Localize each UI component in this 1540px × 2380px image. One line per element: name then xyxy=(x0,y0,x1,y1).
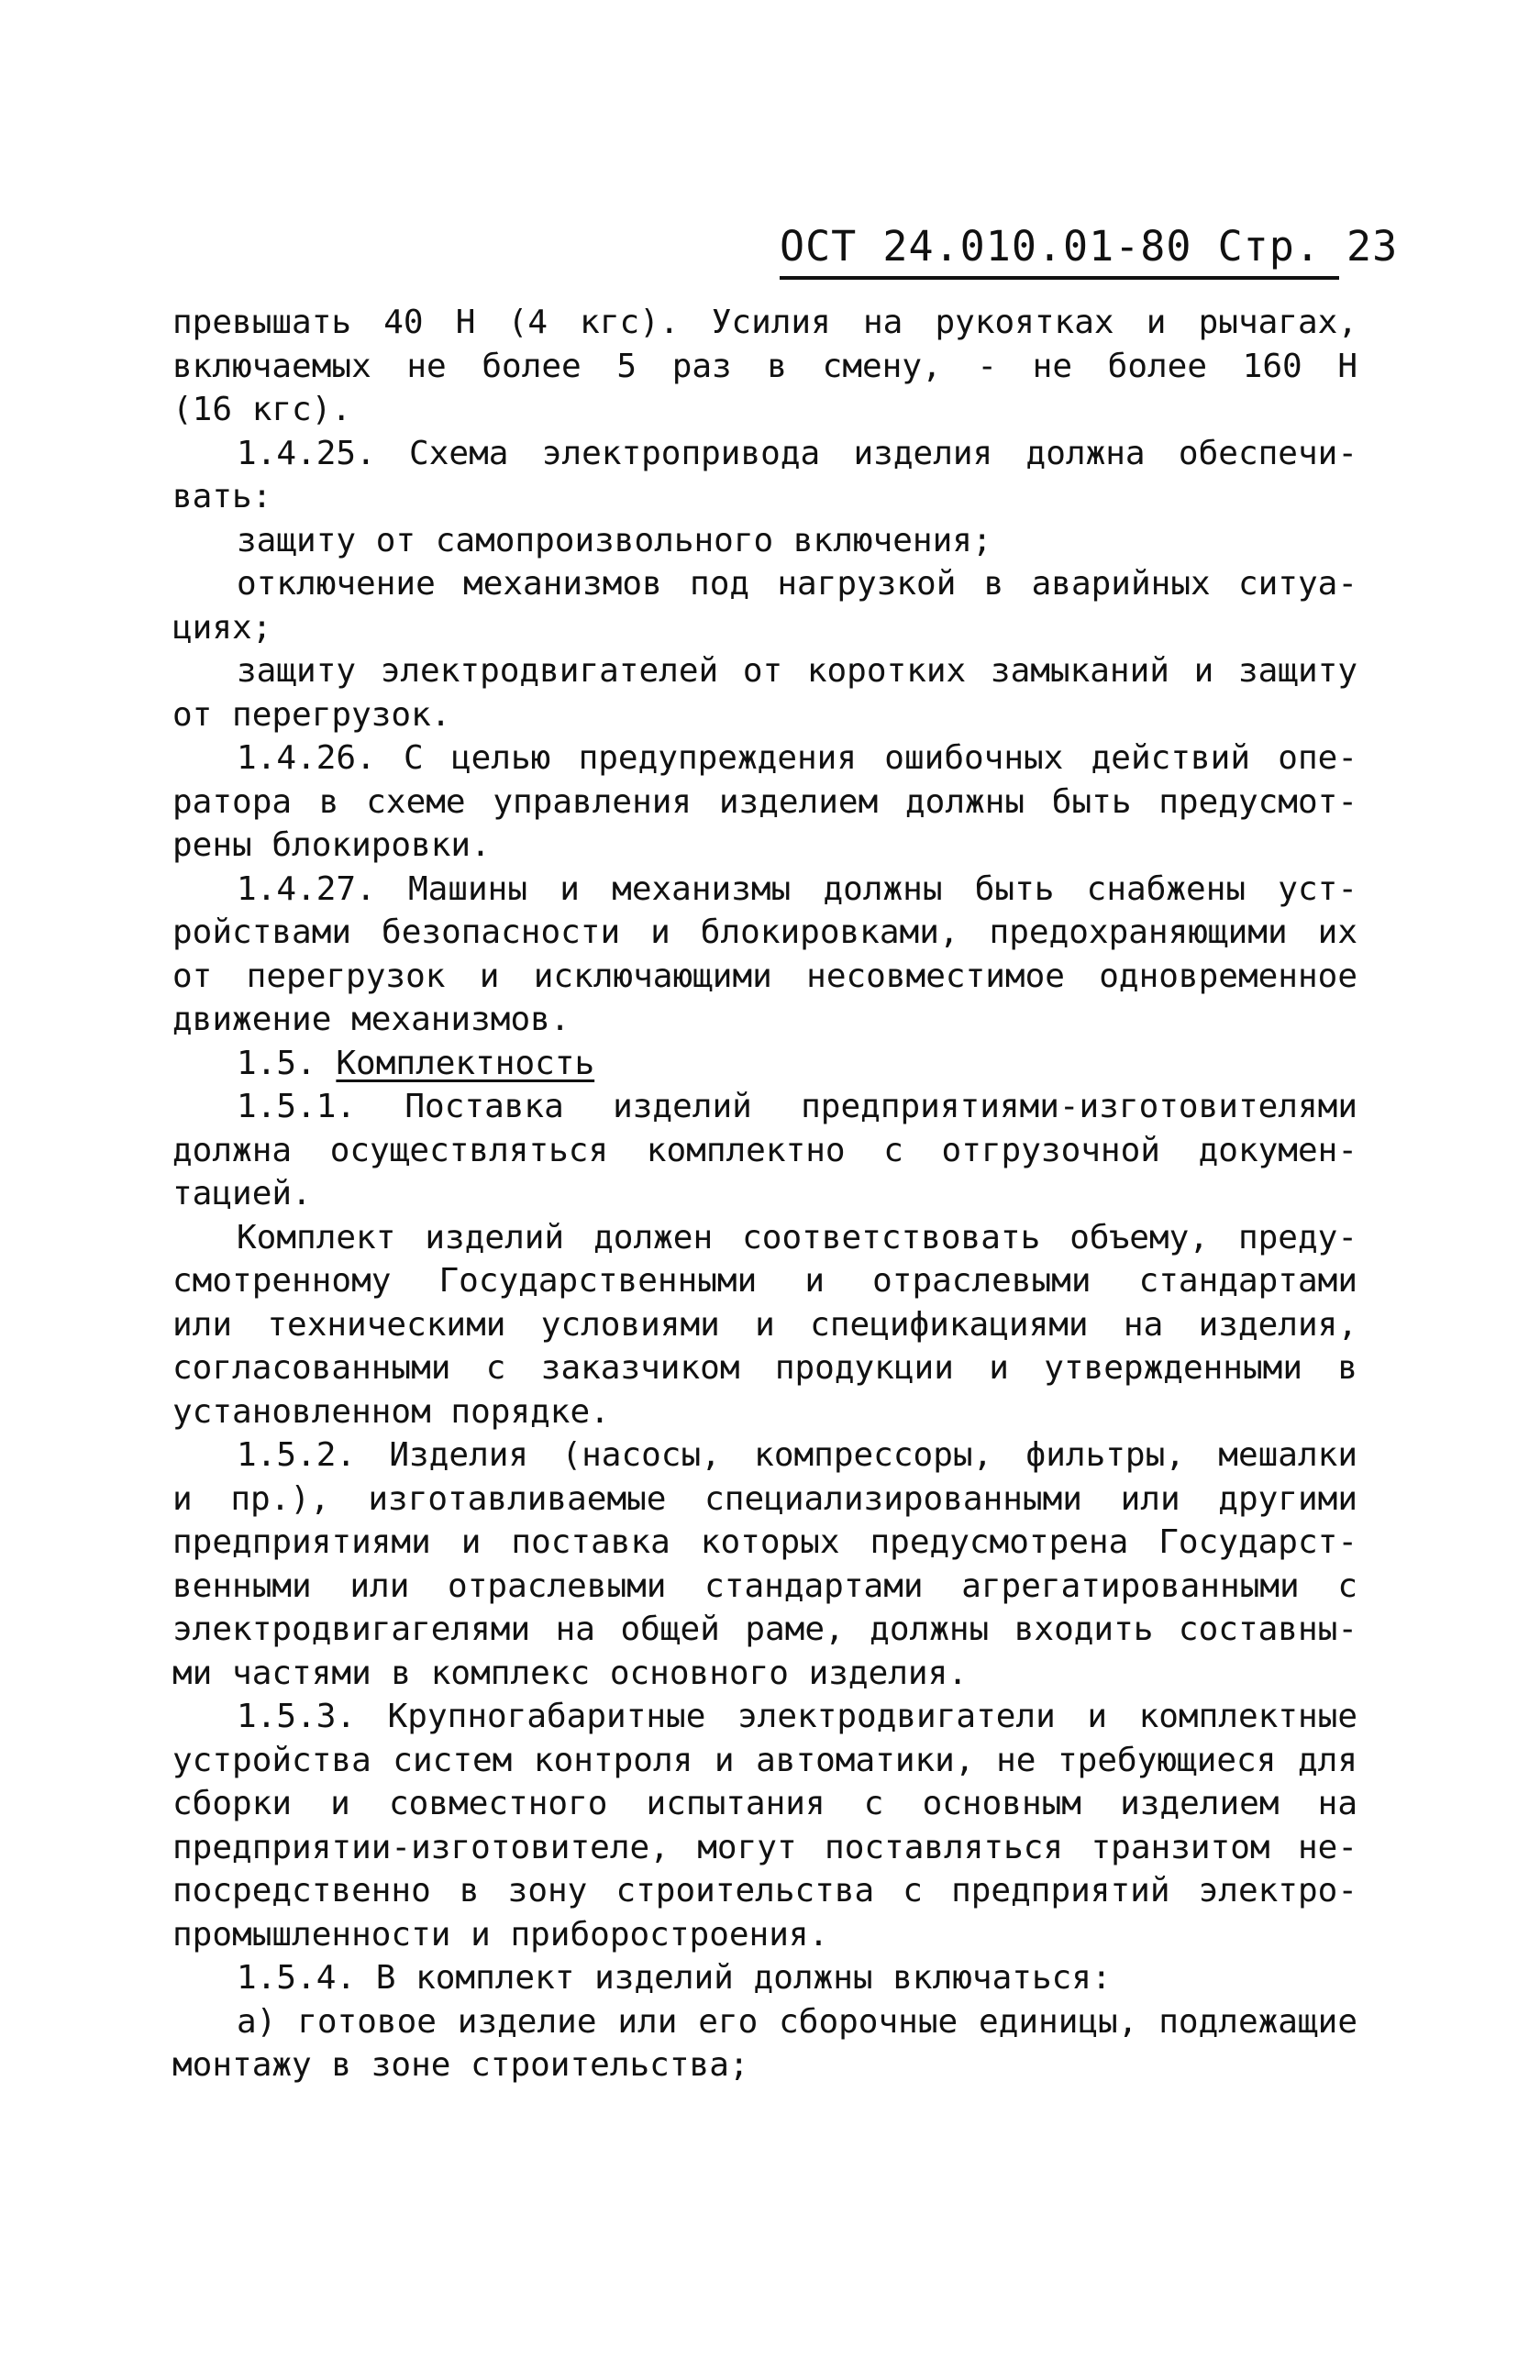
text-line: движение механизмов. xyxy=(172,1001,571,1038)
header-underline xyxy=(780,276,1339,280)
text-line: посредственно в зону строительства с предприятий электро- xyxy=(172,1872,1357,1910)
text-line: ратора в схеме управления изделием должны быть предусмот- xyxy=(172,782,1357,821)
text-line: предприятиями и поставка которых предусмотрена Государст- xyxy=(172,1523,1357,1561)
text-line: электродвигагелями на общей раме, должны входить составны- xyxy=(172,1611,1357,1648)
text-line: (16 кгс). xyxy=(172,391,352,428)
text-line: 1.5. Комплектность xyxy=(237,1044,595,1082)
text-line: отключение механизмов под нагрузкой в аварийных ситуа- xyxy=(237,565,1357,603)
text-line: 1.4.27. Машины и механизмы должны быть снабжены уст- xyxy=(237,869,1357,908)
text-line: сборки и совместного испытания с основным изделием на xyxy=(172,1785,1357,1822)
text-line: 1.4.25. Схема электропривода изделия должна обеспечи- xyxy=(237,434,1357,472)
text-line: смотренному Государственными и отраслевыми стандартами xyxy=(172,1262,1357,1300)
text-line: превышать 40 Н (4 кгс). Усилия на рукоятках и рычагах, xyxy=(172,304,1357,341)
page-header xyxy=(780,222,1398,280)
text-line: и пр.), изготавливаемые специализированными или другими xyxy=(172,1479,1357,1518)
text-line: установленном порядке. xyxy=(172,1392,610,1431)
text-line: 1.4.26. С целью предупреждения ошибочных действий опе- xyxy=(237,739,1357,777)
text-line: монтажу в зоне строительства; xyxy=(172,2046,749,2084)
text-line: или техническими условиями и спецификациями на изделия, xyxy=(172,1305,1357,1344)
text-line: тацией. xyxy=(172,1175,312,1212)
text-line: 1.5.3. Крупногабаритные электродвигатели и комплектные xyxy=(237,1698,1357,1735)
text-line: 1.5.1. Поставка изделий предприятиями-изготовителями xyxy=(237,1088,1357,1125)
text-line: согласованными с заказчиком продукции и утвержденными в xyxy=(172,1349,1357,1387)
text-line: циях; xyxy=(172,608,272,647)
text-line: от перегрузок и исключающими несовместимое одновременное xyxy=(172,957,1357,995)
text-line: устройства систем контроля и автоматики, не требующиеся для xyxy=(172,1741,1357,1779)
text-line: от перегрузок. xyxy=(172,695,451,734)
text-line: защиту электродвигателей от коротких замыканий и защиту xyxy=(237,652,1357,690)
text-line: предприятии-изготовителе, могут поставляться транзитом не- xyxy=(172,1828,1357,1866)
text-line: ройствами безопасности и блокировками, предохраняющими их xyxy=(172,913,1357,951)
text-line: а) готовое изделие или его сборочные единицы, подлежащие xyxy=(237,2002,1357,2041)
text-line: Комплект изделий должен соответствовать объему, преду- xyxy=(237,1218,1357,1256)
text-line: рены блокировки. xyxy=(172,826,491,864)
text-line: защиту от самопроизвольного включения; xyxy=(237,521,992,559)
text-line: венными или отраслевыми стандартами агрегатированными с xyxy=(172,1566,1357,1605)
text-line: включаемых не более 5 раз в смену, - не более 160 Н xyxy=(172,347,1357,385)
text-line: вать: xyxy=(172,478,272,515)
header-title: ОСТ 24.010.01-80 Стр. 23 xyxy=(780,222,1399,271)
text-line: должна осуществляться комплектно с отгрузочной докумен- xyxy=(172,1131,1357,1169)
text-line: 1.5.2. Изделия (насосы, компрессоры, фильтры, мешалки xyxy=(237,1436,1357,1474)
section-heading: Комплектность xyxy=(336,1044,595,1082)
document-body xyxy=(172,301,1357,2087)
text-line: ми частями в комплекс основного изделия. xyxy=(172,1654,968,1692)
text-line: 1.5.4. В комплект изделий должны включаться: xyxy=(237,1959,1112,1997)
text-line: промышленности и приборостроения. xyxy=(172,1915,829,1954)
